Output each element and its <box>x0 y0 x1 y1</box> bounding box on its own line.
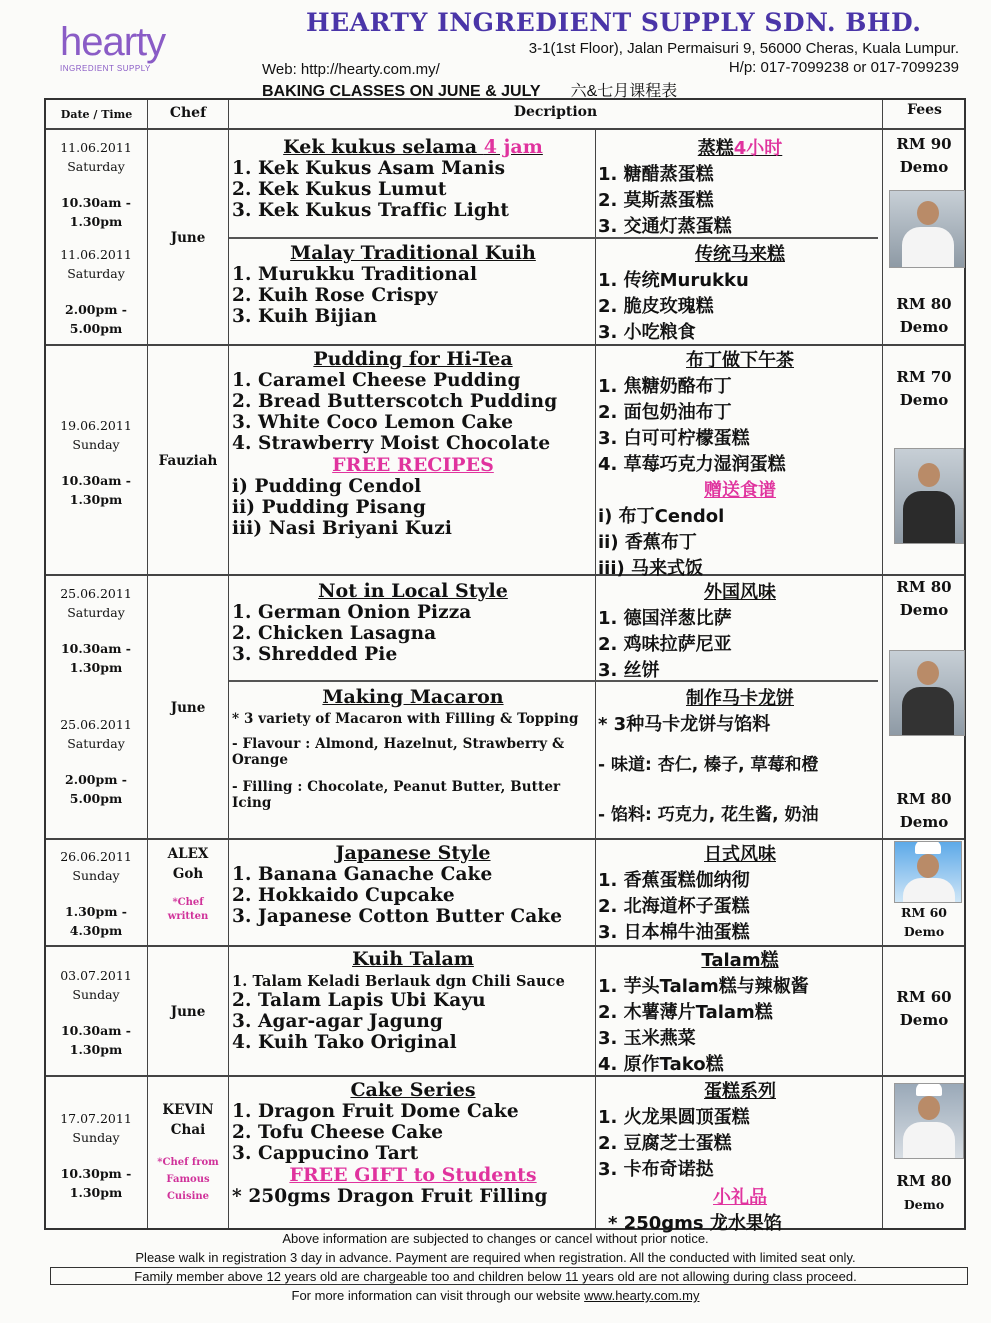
session-time-end: 1.30pm <box>69 660 123 675</box>
class-item-cn: 3. 玉米燕菜 <box>598 1028 696 1049</box>
col-divider <box>228 100 229 1228</box>
session-time-start: 10.30am - <box>60 473 131 488</box>
class-title: Malay Traditional Kuih <box>290 242 536 264</box>
class-item: 1. German Onion Pizza <box>232 602 472 623</box>
class-description-cn <box>598 946 882 1076</box>
class-item: 3. Shredded Pie <box>232 644 398 665</box>
class-fee <box>883 576 965 622</box>
header-fees: Fees <box>907 102 942 118</box>
class-item-cn: 1. 德国洋葱比萨 <box>598 608 732 629</box>
session-time-end: 5.00pm <box>69 321 123 336</box>
class-title-cn: 日式风味 <box>704 844 776 865</box>
class-item: 1. Talam Keladi Berlauk dgn Chili Sauce <box>232 973 565 990</box>
class-fee <box>883 293 965 339</box>
fee-type: Demo <box>899 391 949 409</box>
class-title-cn: 制作马卡龙饼 <box>686 688 794 709</box>
company-name: HEARTY INGREDIENT SUPPLY SDN. BHD. <box>306 8 922 37</box>
class-item: 2. Kek Kukus Lumut <box>232 179 447 200</box>
session-date-time <box>48 584 144 677</box>
footer-age-policy: Family member above 12 years old are chargeable too and children below 11 years old are not allowing during class proceed. <box>134 1269 857 1284</box>
chef-note: *Chef from <box>157 1157 219 1168</box>
fee-amount: RM 60 <box>896 988 952 1006</box>
class-item-cn: 2. 莫斯蒸蛋糕 <box>598 190 714 211</box>
chef-note: written <box>167 911 209 922</box>
session-time-start: 10.30am - <box>60 641 131 656</box>
fee-type: Demo <box>899 1011 949 1029</box>
class-item: 4. Strawberry Moist Chocolate <box>232 433 551 454</box>
class-item-cn: - 味道: 杏仁, 榛子, 草莓和橙 <box>598 755 819 775</box>
class-item: 3. Kek Kukus Traffic Light <box>232 200 510 221</box>
fee-amount: RM 80 <box>896 295 952 313</box>
session-date: 11.06.2011 <box>60 247 132 262</box>
session-time-end: 4.30pm <box>69 923 123 938</box>
class-item: Icing <box>232 795 272 811</box>
fee-amount: RM 90 <box>896 135 952 153</box>
session-time-start: 10.30pm - <box>60 1166 132 1181</box>
company-address: 3-1(1st Floor), Jalan Permaisuri 9, 56000 Cheras, Kuala Lumpur. <box>528 40 959 57</box>
class-description-cn <box>598 840 882 944</box>
logo-subtitle: INGREDIENT SUPPLY <box>60 64 151 73</box>
class-title-cn: 传统马来糕 <box>695 244 785 265</box>
class-item-cn: - 馅料: 巧克力, 花生酱, 奶油 <box>598 805 819 825</box>
fee-amount: RM 80 <box>896 1172 952 1190</box>
session-date-time <box>48 138 144 231</box>
footer-website <box>0 1288 991 1303</box>
class-item-cn: 1. 芋头Talam糕与辣椒酱 <box>598 976 809 997</box>
footer-website-text: For more information can visit through our website <box>291 1288 585 1303</box>
free-gift-item: * 250gms Dragon Fruit Filling <box>232 1186 548 1207</box>
class-description-en <box>232 580 594 665</box>
free-gift-heading-cn: 小礼品 <box>713 1187 767 1208</box>
class-title: Kek kukus selama 4 jam <box>283 136 543 158</box>
class-item: 1. Murukku Traditional <box>232 264 478 285</box>
class-item-cn: 4. 草莓巧克力湿润蛋糕 <box>598 454 786 475</box>
chef-note: *Chef <box>172 897 204 908</box>
class-item-cn: 3. 小吃粮食 <box>598 322 696 343</box>
fee-amount: RM 80 <box>896 578 952 596</box>
free-recipe-item: ii) Pudding Pisang <box>232 497 426 518</box>
class-item: - Filling : Chocolate, Peanut Butter, Butter <box>232 779 561 795</box>
session-time-start: 1.30pm - <box>65 904 127 919</box>
session-date-time <box>48 245 144 338</box>
free-recipes-heading-cn: 赠送食谱 <box>704 480 776 501</box>
session-time-end: 1.30pm <box>69 1185 123 1200</box>
class-item-cn: * 3种马卡龙饼与馅料 <box>598 714 771 735</box>
classes-heading-cn: 六&七月课程表 <box>570 83 678 100</box>
class-title: Cake Series <box>350 1079 476 1101</box>
fee-amount: RM 60 <box>901 905 947 920</box>
session-time-start: 2.00pm - <box>65 302 127 317</box>
class-description-en <box>232 136 594 221</box>
session-date-time <box>48 715 144 808</box>
class-item: 1. Banana Ganache Cake <box>232 864 493 885</box>
session-date-time <box>48 847 144 940</box>
chef-photo <box>889 190 965 268</box>
class-item: 2. Bread Butterscotch Pudding <box>232 391 558 412</box>
session-time-end: 1.30pm <box>69 1042 123 1057</box>
session-time-start: 10.30am - <box>60 195 131 210</box>
free-gift-item-cn: * 250gms 龙水果馅 <box>608 1213 782 1234</box>
footer-website-link[interactable]: www.hearty.com.my <box>584 1288 700 1303</box>
class-item-cn: 1. 火龙果圆顶蛋糕 <box>598 1107 750 1128</box>
class-description-en <box>232 1079 594 1207</box>
free-recipe-item: i) Pudding Cendol <box>232 476 422 497</box>
fee-type: Demo <box>899 813 949 831</box>
class-title: Japanese Style <box>335 842 491 864</box>
session-date-time <box>48 966 144 1059</box>
session-time-end: 5.00pm <box>69 791 123 806</box>
class-item-cn: 1. 焦糖奶酪布丁 <box>598 376 732 397</box>
class-item-cn: 4. 原作Tako糕 <box>598 1054 724 1075</box>
class-item-cn: 1. 糖醋蒸蛋糕 <box>598 164 714 185</box>
fee-type: Demo <box>899 318 949 336</box>
session-day: Sunday <box>72 1130 120 1145</box>
session-day: Sunday <box>72 437 120 452</box>
logo-wordmark: hearty <box>60 20 166 64</box>
class-description-en <box>232 242 594 327</box>
free-recipes-heading: FREE RECIPES <box>332 454 494 476</box>
session-date: 17.07.2011 <box>60 1111 132 1126</box>
class-item-cn: 2. 鸡味拉萨尼亚 <box>598 634 732 655</box>
class-title: Kuih Talam <box>352 948 474 970</box>
session-date-time <box>48 416 144 509</box>
fee-type: Demo <box>899 158 949 176</box>
class-item: 4. Kuih Tako Original <box>232 1032 457 1053</box>
website-line: Web: http://hearty.com.my/ <box>262 61 440 78</box>
class-description-en <box>232 948 594 1053</box>
class-description-cn <box>598 578 882 682</box>
class-title-cn: 蒸糕4小时 <box>697 138 783 159</box>
free-recipe-item: iii) Nasi Briyani Kuzi <box>232 518 452 539</box>
chef-name: ALEX <box>167 846 209 862</box>
class-item: 1. Kek Kukus Asam Manis <box>232 158 506 179</box>
class-item-cn: 1. 香蕉蛋糕伽纳彻 <box>598 870 750 891</box>
session-time-start: 2.00pm - <box>65 772 127 787</box>
session-day: Saturday <box>67 159 125 174</box>
free-recipe-item-cn: i) 布丁Cendol <box>598 506 725 527</box>
class-fee <box>883 133 965 179</box>
class-title-cn: Talam糕 <box>701 950 779 971</box>
class-item: 3. Japanese Cotton Butter Cake <box>232 906 563 927</box>
class-item: 1. Caramel Cheese Pudding <box>232 370 521 391</box>
class-item-cn: 1. 传统Murukku <box>598 270 749 291</box>
fee-amount: RM 80 <box>896 790 952 808</box>
class-item: 2. Hokkaido Cupcake <box>232 885 455 906</box>
chef-note: Famous <box>166 1174 210 1185</box>
free-gift-heading: FREE GIFT to Students <box>289 1164 537 1186</box>
class-schedule-table <box>44 98 966 1234</box>
chef-photo <box>894 841 962 903</box>
session-date-time <box>48 1109 144 1202</box>
hearty-logo <box>60 22 180 73</box>
class-fee <box>883 788 965 834</box>
class-description-cn <box>598 134 882 238</box>
class-fee <box>883 986 965 1032</box>
class-description-cn <box>598 684 882 825</box>
class-title-cn: 蛋糕系列 <box>704 1081 776 1102</box>
class-title: Making Macaron <box>322 686 504 708</box>
header-description: Decription <box>513 104 598 120</box>
class-title: Not in Local Style <box>318 580 508 602</box>
classes-heading: BAKING CLASSES ON JUNE & JULY 六&七月课程表 <box>262 83 678 100</box>
session-day: Saturday <box>67 266 125 281</box>
footer-registration: Please walk in registration 3 day in advance. Payment are required when registration. All the conducted with limited seat only. <box>135 1250 856 1265</box>
class-fee <box>883 366 965 412</box>
class-item: Orange <box>232 752 289 768</box>
session-date: 11.06.2011 <box>60 140 132 155</box>
free-recipe-item-cn: ii) 香蕉布丁 <box>598 532 697 553</box>
session-time-end: 1.30pm <box>69 492 123 507</box>
class-item-cn: 2. 北海道杯子蛋糕 <box>598 896 750 917</box>
chef-name: June <box>170 1004 206 1020</box>
fee-amount: RM 70 <box>896 368 952 386</box>
class-item-cn: 2. 木薯薄片Talam糕 <box>598 1002 773 1023</box>
class-item: 2. Talam Lapis Ubi Kayu <box>232 990 486 1011</box>
class-item: - Flavour : Almond, Hazelnut, Strawberry & <box>232 736 565 752</box>
chef-name: KEVIN <box>162 1102 214 1118</box>
class-item: 2. Tofu Cheese Cake <box>232 1122 444 1143</box>
class-title: Pudding for Hi-Tea <box>313 348 513 370</box>
class-item: 1. Dragon Fruit Dome Cake <box>232 1101 519 1122</box>
col-divider <box>882 100 883 1228</box>
chef-note: Cuisine <box>166 1191 210 1202</box>
class-fee <box>883 903 965 941</box>
header-date-time: Date / Time <box>60 108 133 121</box>
class-item-cn: 3. 日本棉牛油蛋糕 <box>598 922 750 943</box>
phone-line: H/p: 017-7099238 or 017-7099239 <box>728 59 959 76</box>
chef-name: June <box>170 230 206 246</box>
class-item: 3. Cappucino Tart <box>232 1143 419 1164</box>
class-title-cn: 外国风味 <box>704 582 776 603</box>
session-date: 25.06.2011 <box>60 586 132 601</box>
chef-info <box>148 1100 228 1205</box>
session-date: 19.06.2011 <box>60 418 132 433</box>
free-recipe-item-cn: iii) 马来式饭 <box>598 558 704 579</box>
chef-photo <box>894 448 964 544</box>
class-item: 3. Agar-agar Jagung <box>232 1011 443 1032</box>
class-item: 2. Kuih Rose Crispy <box>232 285 438 306</box>
header-chef: Chef <box>169 105 207 121</box>
class-fee <box>883 1170 965 1216</box>
row-divider <box>46 128 964 130</box>
class-description-en <box>232 842 594 927</box>
class-title-cn: 布丁做下午茶 <box>686 350 794 371</box>
class-item: 3. White Coco Lemon Cake <box>232 412 514 433</box>
session-date: 26.06.2011 <box>60 849 132 864</box>
class-item: 2. Chicken Lasagna <box>232 623 437 644</box>
chef-info <box>148 844 228 923</box>
session-day: Sunday <box>72 987 120 1002</box>
class-item-cn: 3. 白可可柠檬蛋糕 <box>598 428 750 449</box>
fee-type: Demo <box>903 924 945 939</box>
session-day: Sunday <box>72 868 120 883</box>
class-description-cn <box>598 346 882 580</box>
footer-notice: Above information are subjected to changes or cancel without prior notice. <box>282 1231 709 1246</box>
fee-type: Demo <box>903 1197 945 1212</box>
chef-photo <box>889 650 965 736</box>
session-day: Saturday <box>67 736 125 751</box>
chef-photo <box>894 1083 964 1159</box>
session-time-end: 1.30pm <box>69 214 123 229</box>
class-description-cn <box>598 240 882 344</box>
session-day: Saturday <box>67 605 125 620</box>
chef-surname: Chai <box>170 1122 206 1138</box>
session-time-start: 10.30am - <box>60 1023 131 1038</box>
class-item-cn: 3. 卡布奇诺挞 <box>598 1159 714 1180</box>
chef-name: Fauziah <box>158 453 218 469</box>
fee-type: Demo <box>899 601 949 619</box>
session-date: 03.07.2011 <box>60 968 132 983</box>
class-item-cn: 2. 面包奶油布丁 <box>598 402 732 423</box>
class-item-cn: 2. 豆腐芝士蛋糕 <box>598 1133 732 1154</box>
class-description-cn <box>598 1077 882 1235</box>
class-item-cn: 3. 交通灯蒸蛋糕 <box>598 216 732 237</box>
session-date: 25.06.2011 <box>60 717 132 732</box>
chef-name: June <box>170 700 206 716</box>
class-item: 3. Kuih Bijian <box>232 306 378 327</box>
class-description-en <box>232 686 594 811</box>
class-description-en <box>232 348 594 539</box>
class-item-cn: 2. 脆皮玫瑰糕 <box>598 296 714 317</box>
class-item-cn: 3. 丝饼 <box>598 660 660 681</box>
chef-surname: Goh <box>172 866 204 882</box>
class-item: * 3 variety of Macaron with Filling & Topping <box>232 711 579 727</box>
col-divider <box>595 128 596 1228</box>
col-divider <box>147 100 148 1228</box>
